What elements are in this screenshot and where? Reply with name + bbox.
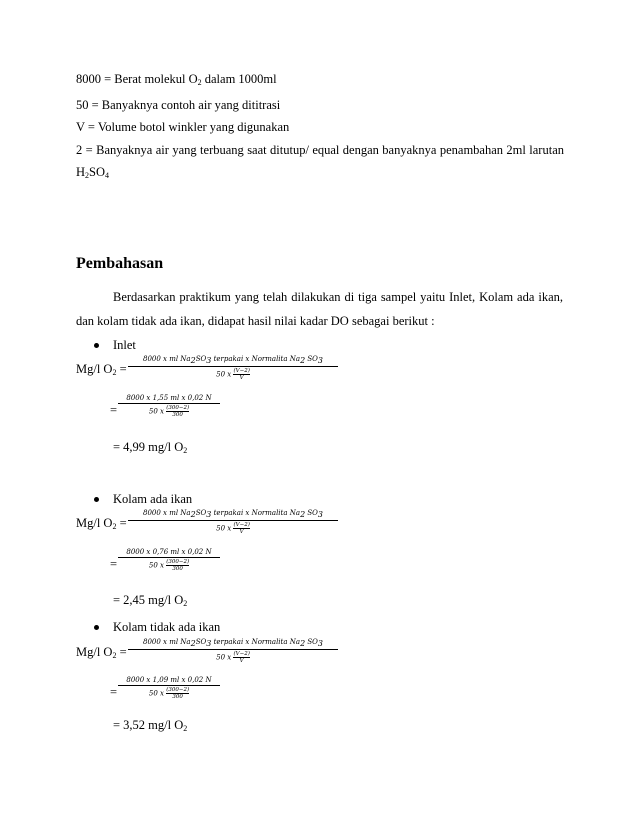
bullet-icon [94,625,99,630]
intro-line-1: Berdasarkan praktikum yang telah dilakukan di tiga sampel yaitu Inlet, Kolam ada ikan, [113,290,563,304]
subscript: 2 [112,522,117,531]
definition-8000-text: 8000 = Berat molekul O [76,72,198,86]
lhs-text: Mg/l O [76,516,113,530]
substituted-fraction [118,548,220,572]
fraction-denominator: 50 𝑥 (𝑉−2) 𝑉 [216,368,250,381]
formula-lhs [76,516,127,531]
fraction-bar [128,520,338,521]
fraction-denominator: 50 𝑥 (𝑉−2) 𝑉 [216,522,250,535]
bullet-label: Kolam ada ikan [113,492,193,506]
subscript: 2 [112,651,117,660]
so-text: SO [89,165,106,179]
result-kolam-tidak-ada-ikan [113,718,187,733]
equals: = [116,645,127,659]
general-formula-fraction [128,509,338,535]
bullet-icon [94,497,99,502]
substituted-fraction [118,394,220,418]
formula-lhs [76,362,127,377]
equals: = [116,516,127,530]
bullet-icon [94,343,99,348]
section-heading: Pembahasan [76,255,164,272]
substituted-fraction [118,676,220,700]
fraction-numerator: 8000 𝑥 𝑚𝑙 𝑁𝑎$_2$𝑆𝑂$_3$ 𝑡𝑒𝑟𝑝𝑎𝑘𝑎𝑖 𝑥 𝑁𝑜𝑟𝑚𝑎𝑙𝑖𝑡𝑎 𝑁𝑎$_2$ 𝑆𝑂$_3$ [142,509,324,519]
fraction-numerator: 8000 𝑥 𝑚𝑙 𝑁𝑎$_2$𝑆𝑂$_3$ 𝑡𝑒𝑟𝑝𝑎𝑘𝑎𝑖 𝑥 𝑁𝑜𝑟𝑚𝑎𝑙𝑖𝑡𝑎 𝑁𝑎$_2$ 𝑆𝑂$_3$ [142,355,324,365]
fraction-bar [118,557,220,558]
fraction-bar [118,685,220,686]
fraction-bar [128,649,338,650]
formula-lhs [76,645,127,660]
subscript: 4 [105,171,110,180]
lhs-text: Mg/l O [76,645,113,659]
definition-v: V = Volume botol winkler yang digunakan [76,120,290,134]
definition-8000-text-end: dalam 1000ml [201,72,277,86]
fraction-numerator: 8000 𝑥 1,55 𝑚𝑙 𝑥 0,02 𝑁 [126,394,212,402]
definition-50: 50 = Banyaknya contoh air yang dititrasi [76,98,281,112]
definition-h2so4 [76,165,109,180]
fraction-numerator: 8000 𝑥 𝑚𝑙 𝑁𝑎$_2$𝑆𝑂$_3$ 𝑡𝑒𝑟𝑝𝑎𝑘𝑎𝑖 𝑥 𝑁𝑜𝑟𝑚𝑎𝑙𝑖𝑡𝑎 𝑁𝑎$_2$ 𝑆𝑂$_3$ [142,638,324,648]
subscript: 2 [85,171,90,180]
result-text: = 2,45 mg/l O [113,593,184,607]
bullet-label: Kolam tidak ada ikan [113,620,221,634]
fraction-numerator: 8000 𝑥 1,09 𝑚𝑙 𝑥 0,02 𝑁 [126,676,212,684]
definition-8000 [76,72,277,87]
general-formula-fraction [128,355,338,381]
intro-line-2: dan kolam tidak ada ikan, didapat hasil nilai kadar DO sebagai berikut : [76,314,435,328]
equals-sign: = [110,685,118,699]
fraction-numerator: 8000 𝑥 0,76 𝑚𝑙 𝑥 0,02 𝑁 [126,548,212,556]
subscript: 2 [112,368,117,377]
equals: = [116,362,127,376]
fraction-bar [118,403,220,404]
fraction-denominator: 50 𝑥 (𝑉−2) 𝑉 [216,651,250,664]
equals-sign: = [110,557,118,571]
general-formula-fraction [128,638,338,664]
h-text: H [76,165,86,179]
bullet-item-kolam-ada-ikan [94,492,192,507]
definition-2: 2 = Banyaknya air yang terbuang saat ditutup/ equal dengan banyaknya penambahan 2ml larutan [76,143,564,157]
bullet-item-kolam-tidak-ada-ikan [94,620,220,635]
fraction-denominator: 50 𝑥 $\frac{(300-2)}{300}$ [148,687,190,700]
result-text: = 3,52 mg/l O [113,718,184,732]
subscript: 2 [183,724,188,733]
result-inlet [113,440,187,455]
subscript: 2 [197,78,202,87]
result-kolam-ada-ikan [113,593,187,608]
fraction-bar [128,366,338,367]
subscript: 2 [183,599,188,608]
equals-sign: = [110,403,118,417]
result-text: = 4,99 mg/l O [113,440,184,454]
lhs-text: Mg/l O [76,362,113,376]
subscript: 2 [183,446,188,455]
bullet-item-inlet [94,338,136,353]
bullet-label: Inlet [113,338,136,352]
fraction-denominator: 50 𝑥 $\frac{(300-2)}{300}$ [148,405,190,418]
fraction-denominator: 50 𝑥 $\frac{(300-2)}{300}$ [148,559,190,572]
